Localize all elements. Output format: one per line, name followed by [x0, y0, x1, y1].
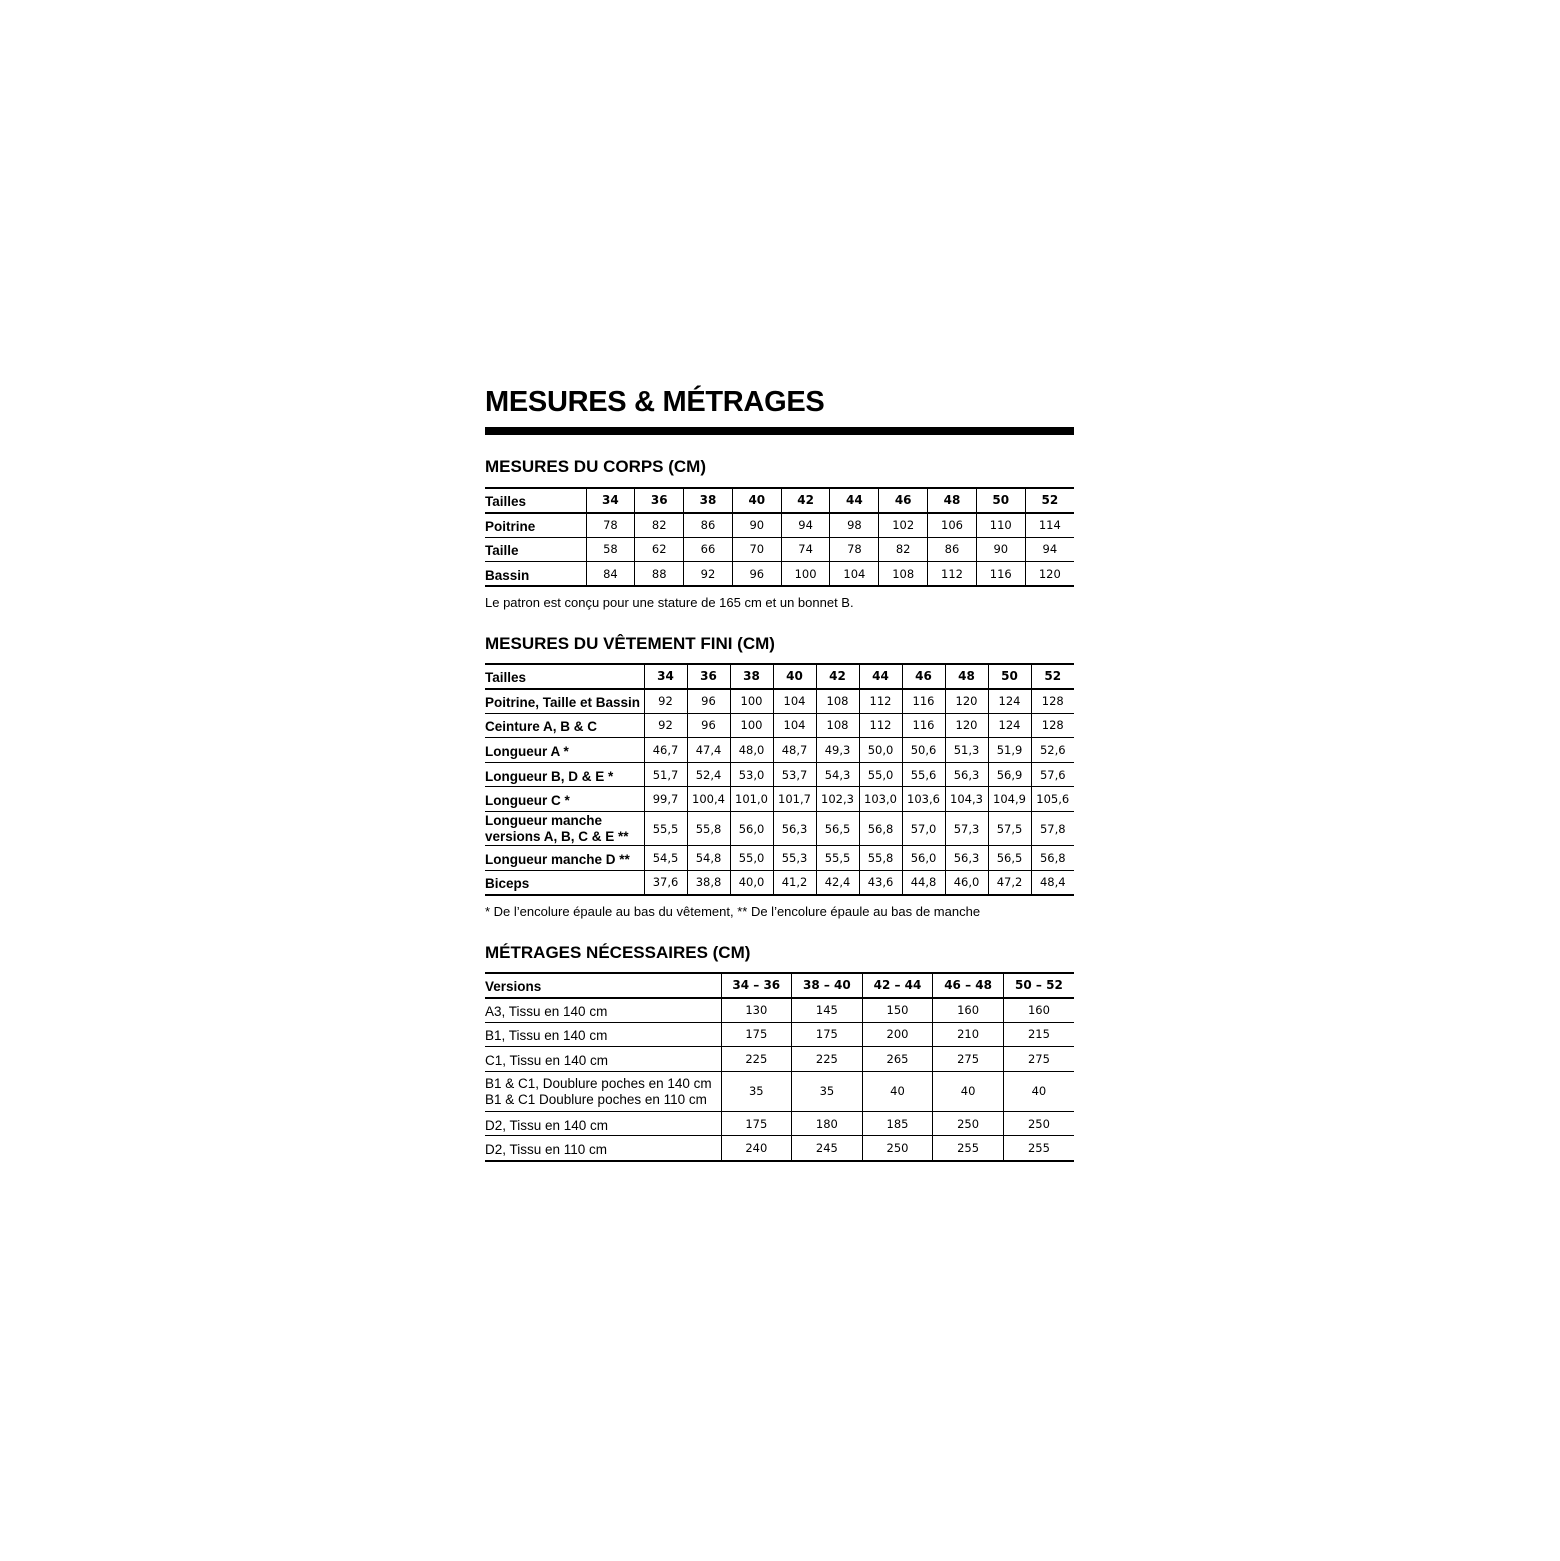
- table-cell: 56,3: [773, 812, 816, 846]
- table-cell: 128: [1031, 713, 1074, 738]
- table-cell: 54,8: [687, 846, 730, 871]
- table-cell: 57,0: [902, 812, 945, 846]
- table-cell: 108: [879, 562, 928, 587]
- table-cell: 104: [773, 713, 816, 738]
- table-cell: 35: [721, 1071, 792, 1111]
- document-page: [485, 385, 1074, 1158]
- row-label-line: B1 & C1, Doublure poches en 140 cm: [485, 1075, 712, 1091]
- table-cell: 104,3: [945, 787, 988, 812]
- table-cell: 100: [781, 562, 830, 587]
- table-cell: 100: [730, 713, 773, 738]
- table-cell: 96: [732, 562, 781, 587]
- table-cell: 48,4: [1031, 870, 1074, 895]
- table-cell: 66: [684, 537, 733, 562]
- table-row: [485, 1022, 1074, 1047]
- table-cell: 74: [781, 537, 830, 562]
- row-label: Poitrine: [485, 519, 536, 535]
- table-cell: 116: [902, 689, 945, 714]
- table-cell: 55,8: [859, 846, 902, 871]
- table-row: [485, 1047, 1074, 1072]
- row-label: Longueur C *: [485, 793, 570, 809]
- table-cell: 175: [721, 1111, 792, 1136]
- table-cell: 175: [792, 1022, 863, 1047]
- table-cell: 99,7: [644, 787, 687, 812]
- size-header: 52: [1025, 488, 1074, 513]
- table-cell: 104: [773, 689, 816, 714]
- table-row: [485, 713, 1074, 738]
- table-cell: 56,9: [988, 762, 1031, 787]
- size-header: 36: [687, 664, 730, 689]
- table-cell: 40: [862, 1071, 933, 1111]
- table-cell: 90: [976, 537, 1025, 562]
- size-header: 46: [879, 488, 928, 513]
- row-label: D2, Tissu en 110 cm: [485, 1142, 608, 1158]
- table-cell: 57,6: [1031, 762, 1074, 787]
- row-label: Longueur manche D **: [485, 851, 630, 867]
- table-cell: 86: [928, 537, 977, 562]
- table-cell: 88: [635, 562, 684, 587]
- table-cell: 90: [732, 513, 781, 538]
- table-cell: 96: [687, 713, 730, 738]
- table-cell: 54,5: [644, 846, 687, 871]
- body-measurements-heading: MESURES DU CORPS (CM): [485, 457, 707, 476]
- size-header: 40: [732, 488, 781, 513]
- table-cell: 92: [684, 562, 733, 587]
- table-cell: 84: [586, 562, 635, 587]
- table-cell: 98: [830, 513, 879, 538]
- table-cell: 94: [1025, 537, 1074, 562]
- size-header: 52: [1031, 664, 1074, 689]
- table-cell: 44,8: [902, 870, 945, 895]
- table-row: [485, 1071, 1074, 1111]
- table-cell: 82: [635, 513, 684, 538]
- table-cell: 48,0: [730, 738, 773, 763]
- table-cell: 103,6: [902, 787, 945, 812]
- table-cell: 160: [1003, 998, 1074, 1023]
- table-cell: 104: [830, 562, 879, 587]
- table-cell: 57,5: [988, 812, 1031, 846]
- table-cell: 116: [976, 562, 1025, 587]
- table-cell: 108: [816, 689, 859, 714]
- table-cell: 185: [862, 1111, 933, 1136]
- table-cell: 100,4: [687, 787, 730, 812]
- table-cell: 55,0: [730, 846, 773, 871]
- row-label: [485, 812, 644, 846]
- table-cell: 86: [684, 513, 733, 538]
- table-cell: 55,0: [859, 762, 902, 787]
- table-cell: 58: [586, 537, 635, 562]
- fabric-requirements-heading: MÉTRAGES NÉCESSAIRES (CM): [485, 943, 751, 962]
- table-row: [485, 846, 1074, 871]
- page-title: MESURES & MÉTRAGES: [485, 386, 825, 418]
- row-label: B1, Tissu en 140 cm: [485, 1028, 608, 1044]
- table-cell: 40: [933, 1071, 1004, 1111]
- table-cell: 57,3: [945, 812, 988, 846]
- table-cell: 215: [1003, 1022, 1074, 1047]
- size-range-header: 34 – 36: [721, 973, 792, 998]
- body-measurements-table: [485, 487, 1074, 587]
- table-row: [485, 689, 1074, 714]
- table-cell: 245: [792, 1136, 863, 1161]
- table-cell: 38,8: [687, 870, 730, 895]
- table-cell: 240: [721, 1136, 792, 1161]
- table-cell: 250: [862, 1136, 933, 1161]
- row-label: C1, Tissu en 140 cm: [485, 1053, 609, 1069]
- table-cell: 56,0: [902, 846, 945, 871]
- table-cell: 78: [586, 513, 635, 538]
- table-cell: 55,5: [644, 812, 687, 846]
- table-row: [485, 870, 1074, 895]
- row-label: Biceps: [485, 876, 530, 892]
- size-range-header: 38 – 40: [792, 973, 863, 998]
- table-cell: 225: [792, 1047, 863, 1072]
- table-cell: 210: [933, 1022, 1004, 1047]
- table-cell: 225: [721, 1047, 792, 1072]
- row-label-line: versions A, B, C & E **: [485, 829, 629, 845]
- table-cell: 104,9: [988, 787, 1031, 812]
- table-cell: 56,5: [816, 812, 859, 846]
- table-row: [485, 1136, 1074, 1161]
- table-cell: 275: [1003, 1047, 1074, 1072]
- table-cell: 56,8: [859, 812, 902, 846]
- table-cell: 54,3: [816, 762, 859, 787]
- table-cell: 124: [988, 713, 1031, 738]
- table-cell: 92: [644, 689, 687, 714]
- header-label: Versions: [485, 979, 542, 995]
- table-cell: 124: [988, 689, 1031, 714]
- size-header: 46: [902, 664, 945, 689]
- size-header: 44: [859, 664, 902, 689]
- table-cell: 101,0: [730, 787, 773, 812]
- table-row: [485, 762, 1074, 787]
- table-cell: 55,5: [816, 846, 859, 871]
- table-cell: 43,6: [859, 870, 902, 895]
- size-range-header: 50 – 52: [1003, 973, 1074, 998]
- table-cell: 47,4: [687, 738, 730, 763]
- table-cell: 255: [1003, 1136, 1074, 1161]
- row-label: D2, Tissu en 140 cm: [485, 1117, 609, 1133]
- table-cell: 100: [730, 689, 773, 714]
- table-cell: 108: [816, 713, 859, 738]
- size-header: 38: [684, 488, 733, 513]
- size-header: 34: [586, 488, 635, 513]
- row-label: Bassin: [485, 567, 530, 583]
- table-cell: 120: [1025, 562, 1074, 587]
- table-cell: 40,0: [730, 870, 773, 895]
- row-label: Ceinture A, B & C: [485, 719, 598, 735]
- table-cell: 180: [792, 1111, 863, 1136]
- table-cell: 116: [902, 713, 945, 738]
- table-row: [485, 513, 1074, 538]
- table-cell: 41,2: [773, 870, 816, 895]
- row-label: Poitrine, Taille et Bassin: [485, 695, 641, 711]
- table-cell: 200: [862, 1022, 933, 1047]
- table-cell: 51,3: [945, 738, 988, 763]
- size-header: 34: [644, 664, 687, 689]
- table-row: [485, 537, 1074, 562]
- table-cell: 53,7: [773, 762, 816, 787]
- table-cell: 52,4: [687, 762, 730, 787]
- table-cell: 103,0: [859, 787, 902, 812]
- table-cell: 46,0: [945, 870, 988, 895]
- table-header-row: [485, 664, 1074, 689]
- table-cell: 120: [945, 713, 988, 738]
- table-cell: 120: [945, 689, 988, 714]
- table-cell: 102,3: [816, 787, 859, 812]
- table-cell: 56,8: [1031, 846, 1074, 871]
- table-cell: 57,8: [1031, 812, 1074, 846]
- table-cell: 145: [792, 998, 863, 1023]
- table-cell: 56,3: [945, 762, 988, 787]
- table-cell: 175: [721, 1022, 792, 1047]
- table-cell: 42,4: [816, 870, 859, 895]
- finished-measurements-note: * De l’encolure épaule au bas du vêtement, ** De l’encolure épaule au bas de manche: [485, 903, 981, 919]
- table-cell: 51,9: [988, 738, 1031, 763]
- table-cell: 50,6: [902, 738, 945, 763]
- size-header: 48: [945, 664, 988, 689]
- table-cell: 48,7: [773, 738, 816, 763]
- size-header: 36: [635, 488, 684, 513]
- table-cell: 250: [1003, 1111, 1074, 1136]
- table-cell: 250: [933, 1111, 1004, 1136]
- table-cell: 112: [859, 713, 902, 738]
- table-row: [485, 1111, 1074, 1136]
- fabric-requirements-table: [485, 972, 1074, 1162]
- table-cell: 62: [635, 537, 684, 562]
- table-cell: 47,2: [988, 870, 1031, 895]
- table-cell: 53,0: [730, 762, 773, 787]
- table-cell: 46,7: [644, 738, 687, 763]
- table-cell: 56,0: [730, 812, 773, 846]
- table-cell: 130: [721, 998, 792, 1023]
- table-cell: 37,6: [644, 870, 687, 895]
- size-header: 42: [781, 488, 830, 513]
- table-cell: 55,3: [773, 846, 816, 871]
- table-row: [485, 998, 1074, 1023]
- size-header: 50: [988, 664, 1031, 689]
- size-header: 50: [976, 488, 1025, 513]
- table-cell: 49,3: [816, 738, 859, 763]
- size-header: 38: [730, 664, 773, 689]
- table-cell: 56,3: [945, 846, 988, 871]
- header-label: Tailles: [485, 494, 527, 510]
- table-cell: 70: [732, 537, 781, 562]
- table-cell: 78: [830, 537, 879, 562]
- size-header: 48: [928, 488, 977, 513]
- title-rule: [485, 427, 1074, 435]
- finished-measurements-section: [485, 634, 1074, 920]
- size-header: 40: [773, 664, 816, 689]
- finished-measurements-heading: MESURES DU VÊTEMENT FINI (CM): [485, 634, 775, 653]
- table-cell: 112: [928, 562, 977, 587]
- body-measurements-note: Le patron est conçu pour une stature de 165 cm et un bonnet B.: [485, 595, 854, 611]
- size-range-header: 42 – 44: [862, 973, 933, 998]
- table-cell: 265: [862, 1047, 933, 1072]
- table-cell: 55,8: [687, 812, 730, 846]
- table-cell: 150: [862, 998, 933, 1023]
- table-cell: 112: [859, 689, 902, 714]
- table-row: [485, 787, 1074, 812]
- table-cell: 105,6: [1031, 787, 1074, 812]
- table-cell: 92: [644, 713, 687, 738]
- row-label: Longueur A *: [485, 744, 569, 760]
- header-label: Tailles: [485, 670, 527, 686]
- table-cell: 106: [928, 513, 977, 538]
- row-label: Taille: [485, 543, 519, 559]
- table-cell: 275: [933, 1047, 1004, 1072]
- table-cell: 55,6: [902, 762, 945, 787]
- table-cell: 128: [1031, 689, 1074, 714]
- table-cell: 101,7: [773, 787, 816, 812]
- table-cell: 50,0: [859, 738, 902, 763]
- row-label: [485, 1071, 721, 1111]
- table-row: [485, 738, 1074, 763]
- table-cell: 110: [976, 513, 1025, 538]
- finished-measurements-table: [485, 663, 1074, 896]
- table-row: [485, 562, 1074, 587]
- table-cell: 35: [792, 1071, 863, 1111]
- table-header-row: [485, 973, 1074, 998]
- row-label-line: Longueur manche: [485, 813, 603, 829]
- table-header-row: [485, 488, 1074, 513]
- table-cell: 82: [879, 537, 928, 562]
- row-label-line: B1 & C1 Doublure poches en 110 cm: [485, 1091, 707, 1107]
- table-cell: 56,5: [988, 846, 1031, 871]
- table-cell: 40: [1003, 1071, 1074, 1111]
- table-cell: 255: [933, 1136, 1004, 1161]
- table-cell: 51,7: [644, 762, 687, 787]
- size-range-header: 46 – 48: [933, 973, 1004, 998]
- row-label: A3, Tissu en 140 cm: [485, 1004, 608, 1020]
- body-measurements-section: [485, 457, 1074, 611]
- table-cell: 94: [781, 513, 830, 538]
- table-cell: 114: [1025, 513, 1074, 538]
- table-cell: 96: [687, 689, 730, 714]
- fabric-requirements-section: [485, 943, 1074, 1162]
- table-cell: 160: [933, 998, 1004, 1023]
- row-label: Longueur B, D & E *: [485, 768, 614, 784]
- size-header: 42: [816, 664, 859, 689]
- table-row: [485, 812, 1074, 846]
- table-cell: 102: [879, 513, 928, 538]
- size-header: 44: [830, 488, 879, 513]
- table-cell: 52,6: [1031, 738, 1074, 763]
